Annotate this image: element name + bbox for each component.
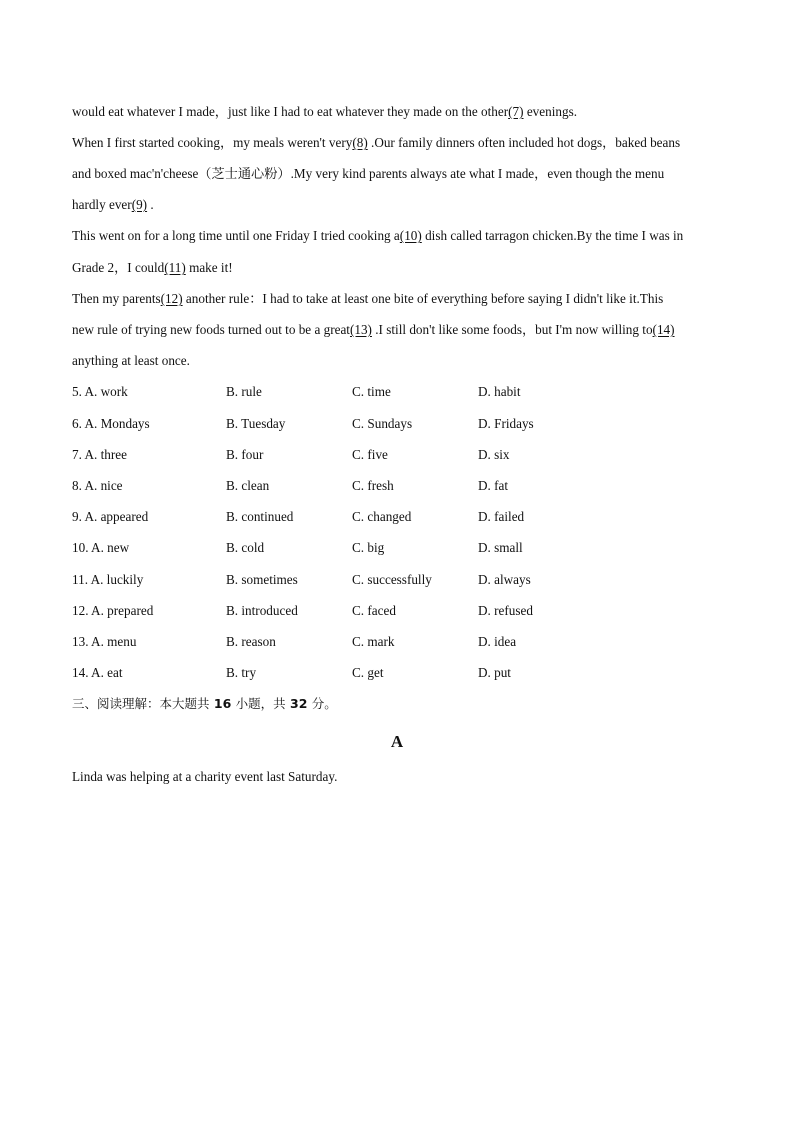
option-7-c[interactable]: C. five (352, 447, 388, 462)
option-7-a[interactable]: 7. A. three (72, 447, 127, 462)
option-10-d[interactable]: D. small (478, 540, 523, 555)
question-6-options (72, 416, 672, 432)
option-6-c[interactable]: C. Sundays (352, 416, 413, 431)
blank-13[interactable]: (13) (349, 322, 372, 337)
option-10-a[interactable]: 10. A. new (72, 540, 130, 555)
blank-8[interactable]: (8) (352, 135, 368, 150)
passage-line-2: When I first started cooking，my meals weren't very(8) .Our family dinners often included hot dogs，baked beans (72, 135, 681, 150)
option-8-b[interactable]: B. clean (226, 478, 270, 493)
option-10-b[interactable]: B. cold (226, 540, 265, 555)
option-13-d[interactable]: D. idea (478, 634, 517, 649)
option-13-b[interactable]: B. reason (226, 634, 276, 649)
passage-a-first-line: Linda was helping at a charity event last Saturday. (72, 769, 338, 784)
option-8-d[interactable]: D. fat (478, 478, 509, 493)
option-5-d[interactable]: D. habit (478, 384, 521, 399)
question-11-options (72, 572, 672, 588)
option-5-a[interactable]: 5. A. work (72, 384, 128, 399)
blank-10[interactable]: (10) (399, 228, 422, 243)
option-8-c[interactable]: C. fresh (352, 478, 394, 493)
passage-line-5: This went on for a long time until one Friday I tried cooking a(10) dish called tarragon chicken.By the time I was in (72, 228, 684, 243)
option-12-d[interactable]: D. refused (478, 603, 533, 618)
option-6-a[interactable]: 6. A. Mondays (72, 416, 150, 431)
option-5-b[interactable]: B. rule (226, 384, 262, 399)
option-6-d[interactable]: D. Fridays (478, 416, 534, 431)
option-14-a[interactable]: 14. A. eat (72, 665, 123, 680)
option-9-c[interactable]: C. changed (352, 509, 412, 524)
option-11-a[interactable]: 11. A. luckily (72, 572, 144, 587)
option-6-b[interactable]: B. Tuesday (226, 416, 286, 431)
passage-line-3: and boxed mac'n'cheese（芝士通心粉）.My very kind parents always ate what I made，even though the menu (72, 166, 665, 181)
option-14-c[interactable]: C. get (352, 665, 384, 680)
option-14-b[interactable]: B. try (226, 665, 257, 680)
option-9-a[interactable]: 9. A. appeared (72, 509, 149, 524)
option-11-d[interactable]: D. always (478, 572, 531, 587)
passage-a-title: A (390, 732, 404, 751)
question-8-options (72, 478, 672, 494)
question-9-options (72, 509, 672, 525)
question-12-options (72, 603, 672, 619)
blank-12[interactable]: (12) (160, 291, 183, 306)
option-13-a[interactable]: 13. A. menu (72, 634, 137, 649)
blank-7[interactable]: (7) (508, 104, 524, 119)
option-9-d[interactable]: D. failed (478, 509, 525, 524)
question-14-options (72, 665, 672, 681)
option-5-c[interactable]: C. time (352, 384, 391, 399)
option-8-a[interactable]: 8. A. nice (72, 478, 123, 493)
option-7-b[interactable]: B. four (226, 447, 264, 462)
option-14-d[interactable]: D. put (478, 665, 511, 680)
blank-14[interactable]: (14) (652, 322, 675, 337)
question-13-options (72, 634, 672, 650)
option-9-b[interactable]: B. continued (226, 509, 294, 524)
option-12-b[interactable]: B. introduced (226, 603, 298, 618)
passage-line-1: would eat whatever I made，just like I had to eat whatever they made on the other(7) evenings. (72, 104, 578, 119)
passage-line-9: anything at least once. (72, 353, 190, 368)
question-10-options (72, 540, 672, 556)
passage-line-7: Then my parents(12) another rule：I had to take at least one bite of everything before saying I didn't like it.This (72, 291, 664, 306)
option-7-d[interactable]: D. six (478, 447, 510, 462)
blank-11[interactable]: (11) (164, 260, 186, 275)
question-5-options (72, 384, 672, 400)
option-11-c[interactable]: C. successfully (352, 572, 432, 587)
blank-9[interactable]: (9) (131, 197, 148, 212)
section-heading: 三、阅读理解：本大题共 16 小题，共 32 分。 (72, 696, 337, 711)
option-10-c[interactable]: C. big (352, 540, 385, 555)
option-13-c[interactable]: C. mark (352, 634, 395, 649)
passage-line-8: new rule of trying new foods turned out to be a great(13) .I still don't like some foods，but I'm now willing to(14) (72, 322, 675, 337)
option-12-c[interactable]: C. faced (352, 603, 396, 618)
passage-line-4: hardly ever(9) . (72, 197, 154, 212)
option-12-a[interactable]: 12. A. prepared (72, 603, 154, 618)
question-7-options (72, 447, 672, 463)
passage-line-6: Grade 2，I could(11) make it! (72, 260, 233, 275)
option-11-b[interactable]: B. sometimes (226, 572, 298, 587)
